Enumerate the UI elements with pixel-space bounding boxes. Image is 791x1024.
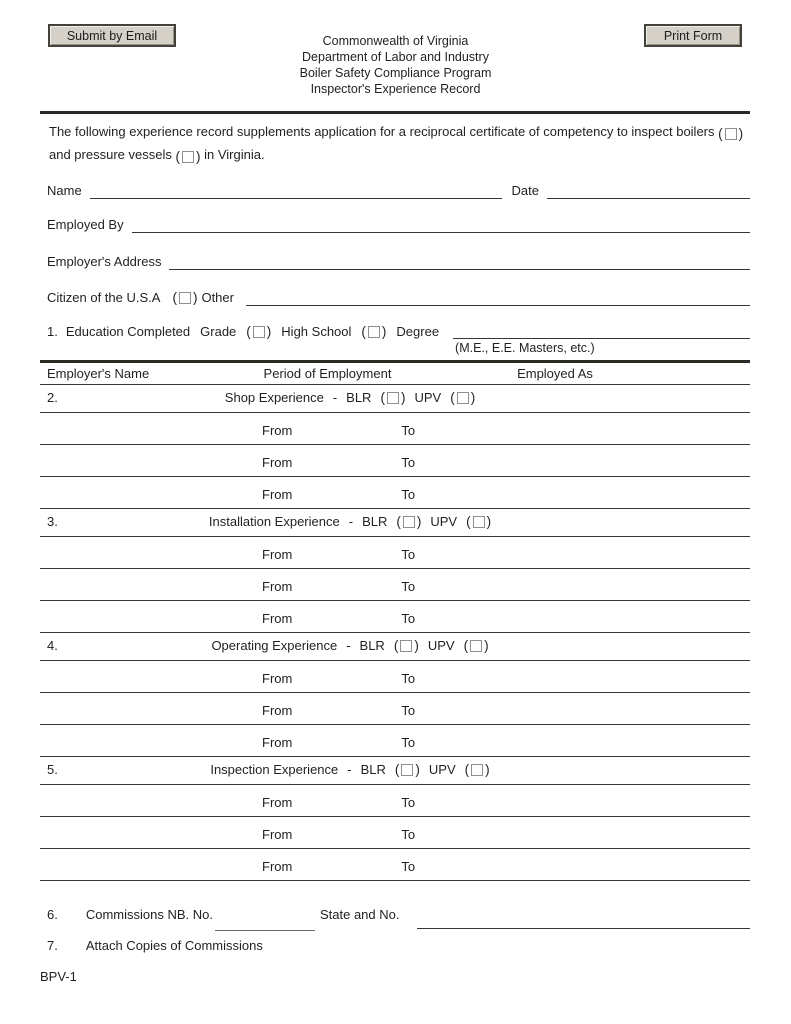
state-and-no-label: State and No. [319, 907, 400, 922]
form-title-block [0, 0, 791, 97]
attach-row [40, 938, 750, 953]
paren-open: ( [396, 514, 401, 529]
nb-number-input-line[interactable] [215, 907, 315, 931]
paren-open: ( [246, 324, 251, 339]
print-form-button[interactable]: Print Form [644, 24, 742, 47]
checkbox-icon[interactable] [473, 516, 485, 528]
blr-checkbox[interactable] [395, 762, 420, 777]
paren-open: ( [393, 638, 399, 653]
from-label: From [262, 859, 293, 874]
upv-label: UPV [427, 638, 455, 653]
experience-entry-row[interactable] [40, 413, 750, 445]
experience-entry-row[interactable] [40, 693, 750, 725]
paren-close: ) [400, 390, 406, 405]
dash: - [346, 638, 351, 653]
boilers-checkbox[interactable] [718, 123, 743, 144]
paren-open: ( [380, 390, 385, 405]
attach-number: 7. [47, 938, 58, 953]
dash: - [332, 390, 338, 405]
upv-label: UPV [430, 514, 458, 529]
paren-open: ( [394, 762, 400, 777]
state-number-input-line[interactable] [417, 907, 750, 929]
paren-close: ) [414, 638, 419, 653]
section-4-header [40, 633, 750, 661]
attach-label: Attach Copies of Commissions [85, 938, 263, 953]
paren-open: ( [172, 290, 177, 305]
paren-open: ( [361, 324, 366, 339]
grade-checkbox[interactable] [246, 324, 271, 339]
blr-label: BLR [359, 638, 385, 653]
paren-close: ) [415, 762, 420, 777]
paren-close: ) [485, 762, 490, 777]
intro-text-3: in Virginia. [204, 147, 265, 162]
to-label: To [401, 455, 416, 470]
to-label: To [401, 795, 416, 810]
section-5-header [40, 757, 750, 785]
experience-entry-row[interactable] [40, 569, 750, 601]
section-title: Shop Experience [224, 390, 324, 405]
section-number: 2. [47, 390, 58, 405]
title-line-3: Boiler Safety Compliance Program [299, 66, 492, 80]
from-label: From [262, 423, 293, 438]
submit-by-email-button[interactable]: Submit by Email [48, 24, 176, 47]
name-date-row [40, 182, 750, 199]
to-label: To [401, 735, 416, 750]
experience-entry-row[interactable] [40, 817, 750, 849]
name-label: Name [47, 183, 82, 198]
to-label: To [401, 671, 416, 686]
degree-hint: (M.E., E.E. Masters, etc.) [455, 341, 595, 355]
paren-open: ( [464, 762, 470, 777]
name-input-line[interactable] [90, 182, 502, 199]
blr-label: BLR [346, 390, 372, 405]
education-row [40, 324, 750, 355]
section-number: 5. [47, 762, 58, 777]
dash: - [348, 514, 354, 529]
paren-close: ) [192, 290, 198, 305]
degree-label: Degree [396, 324, 440, 339]
header-divider [40, 111, 750, 114]
paren-close: ) [266, 324, 272, 339]
upv-checkbox[interactable] [450, 390, 475, 405]
upv-label: UPV [428, 762, 456, 777]
to-label: To [401, 423, 416, 438]
degree-input-line[interactable] [453, 324, 750, 339]
paren-open: ( [463, 638, 469, 653]
upv-checkbox[interactable] [466, 514, 491, 529]
dash: - [347, 762, 352, 777]
section-2-header [40, 385, 750, 413]
from-label: From [262, 611, 293, 626]
upv-checkbox[interactable] [464, 638, 489, 653]
employed-by-input-line[interactable] [132, 216, 750, 233]
form-code: BPV-1 [40, 969, 77, 984]
experience-entry-row[interactable] [40, 537, 750, 569]
column-header-period: Period of Employment [263, 366, 392, 381]
checkbox-icon[interactable] [470, 640, 482, 652]
title-line-4: Inspector's Experience Record [310, 82, 481, 96]
to-label: To [401, 859, 416, 874]
pressure-vessels-checkbox[interactable] [175, 146, 200, 167]
title-line-2: Department of Labor and Industry [302, 50, 489, 64]
other-input-line[interactable] [246, 289, 750, 306]
education-label: Education Completed [65, 324, 191, 339]
paren-close: ) [738, 126, 744, 141]
citizen-row [40, 289, 750, 306]
paren-open: ( [450, 390, 455, 405]
to-label: To [401, 827, 416, 842]
section-3-header [40, 509, 750, 537]
employer-address-input-line[interactable] [169, 253, 750, 270]
table-header-row [40, 363, 750, 385]
checkbox-icon[interactable] [400, 640, 412, 652]
intro-text-1: The following experience record supplements application for a reciprocal certificate of competency to inspect boilers [49, 124, 715, 139]
date-input-line[interactable] [547, 182, 750, 199]
from-label: From [262, 735, 293, 750]
intro-paragraph [40, 121, 750, 167]
paren-close: ) [470, 390, 476, 405]
employed-by-row [40, 216, 750, 233]
high-school-checkbox[interactable] [361, 324, 386, 339]
commissions-row [40, 907, 750, 931]
experience-entry-row[interactable] [40, 601, 750, 633]
paren-open: ( [175, 149, 180, 164]
from-label: From [262, 703, 293, 718]
checkbox-icon[interactable] [368, 326, 380, 338]
section-title: Operating Experience [211, 638, 338, 653]
education-number: 1. [47, 324, 58, 339]
experience-entry-row[interactable] [40, 661, 750, 693]
to-label: To [401, 611, 416, 626]
checkbox-icon[interactable] [253, 326, 265, 338]
citizen-label: Citizen of the U.S.A [47, 289, 161, 305]
experience-entry-row[interactable] [40, 477, 750, 509]
to-label: To [401, 579, 416, 594]
section-title: Inspection Experience [210, 762, 339, 777]
blr-checkbox[interactable] [394, 638, 419, 653]
upv-checkbox[interactable] [465, 762, 490, 777]
high-school-label: High School [281, 324, 352, 339]
commissions-number: 6. [47, 907, 58, 922]
from-label: From [262, 671, 293, 686]
intro-text-2: and pressure vessels [49, 147, 172, 162]
employer-address-row [40, 253, 750, 270]
blr-checkbox[interactable] [396, 514, 421, 529]
from-label: From [262, 579, 293, 594]
section-number: 4. [47, 638, 58, 653]
section-number: 3. [47, 514, 58, 529]
paren-open: ( [718, 126, 723, 141]
employed-by-label: Employed By [47, 217, 124, 232]
checkbox-icon[interactable] [401, 764, 413, 776]
to-label: To [401, 703, 416, 718]
checkbox-icon[interactable] [182, 151, 194, 163]
from-label: From [262, 827, 293, 842]
column-header-employed-as: Employed As [517, 366, 593, 381]
checkbox-icon[interactable] [725, 128, 737, 140]
blr-label: BLR [360, 762, 386, 777]
experience-entry-row[interactable] [40, 849, 750, 881]
commissions-label: Commissions NB. No. [85, 907, 213, 922]
to-label: To [401, 547, 416, 562]
experience-entry-row[interactable] [40, 445, 750, 477]
blr-label: BLR [362, 514, 388, 529]
checkbox-icon[interactable] [457, 392, 469, 404]
paren-open: ( [466, 514, 471, 529]
blr-checkbox[interactable] [380, 390, 405, 405]
from-label: From [262, 487, 293, 502]
paren-close: ) [381, 324, 387, 339]
checkbox-icon[interactable] [403, 516, 415, 528]
to-label: To [401, 487, 416, 502]
date-label: Date [511, 183, 539, 198]
title-line-1: Commonwealth of Virginia [322, 34, 469, 48]
other-label: Other [201, 289, 234, 305]
upv-label: UPV [414, 390, 442, 405]
employer-address-label: Employer's Address [47, 254, 162, 269]
from-label: From [262, 795, 293, 810]
from-label: From [262, 455, 293, 470]
section-title: Installation Experience [208, 514, 340, 529]
checkbox-icon[interactable] [387, 392, 399, 404]
grade-label: Grade [200, 324, 237, 339]
checkbox-icon[interactable] [179, 292, 191, 304]
experience-entry-row[interactable] [40, 725, 750, 757]
citizen-usa-checkbox[interactable] [172, 290, 197, 305]
paren-close: ) [486, 514, 492, 529]
experience-entry-row[interactable] [40, 785, 750, 817]
paren-close: ) [195, 149, 201, 164]
from-label: From [262, 547, 293, 562]
checkbox-icon[interactable] [471, 764, 483, 776]
paren-close: ) [416, 514, 422, 529]
column-header-employer-name: Employer's Name [47, 366, 150, 381]
paren-close: ) [484, 638, 489, 653]
